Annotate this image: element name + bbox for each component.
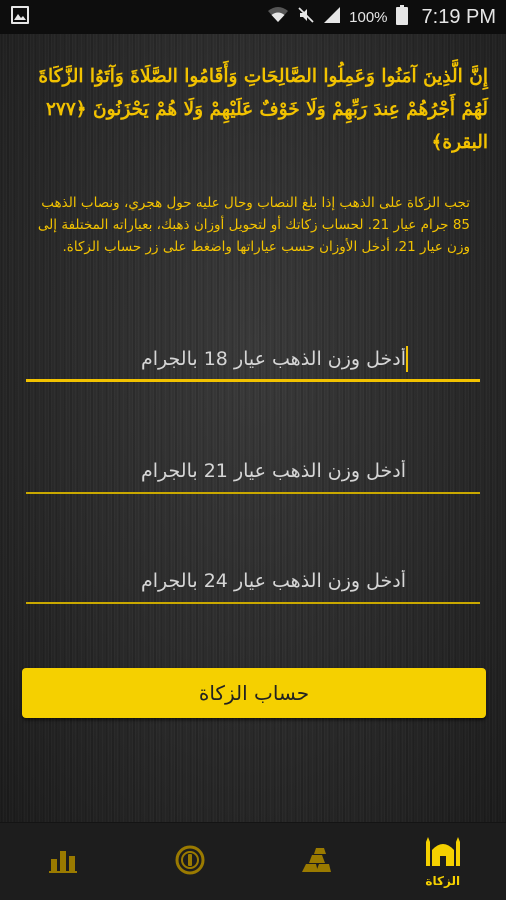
mute-icon (297, 6, 315, 29)
gallery-icon (10, 5, 30, 30)
nav-item-coin[interactable] (127, 823, 254, 900)
gold-21-field[interactable] (26, 452, 480, 494)
nav-item-zakat[interactable] (380, 823, 506, 900)
main-content (0, 34, 506, 822)
text-cursor (406, 346, 408, 372)
wifi-icon (267, 6, 289, 29)
zakat-info-text: تجب الزكاة على الذهب إذا بلغ النصاب وحال عليه حول هجري، ونصاب الذهب 85 جرام عيار 21. لحساب زكاتك أو لتحويل أوزان ذهبك، بعياراته المختلفة إلى وزن عيار 21، أدخل الأوزان حسب عياراتها واضغط على زر حساب الزكاة. (37, 195, 470, 255)
signal-icon (323, 6, 341, 29)
nav-item-gold-bars[interactable] (253, 823, 380, 900)
mosque-icon (424, 836, 462, 870)
gold-24-input[interactable] (26, 562, 480, 600)
status-bar (0, 0, 506, 34)
calculate-zakat-button[interactable]: حساب الزكاة (22, 668, 486, 718)
clock: 7:19 PM (421, 5, 496, 28)
coin-icon (175, 845, 205, 879)
nav-item-stats[interactable] (0, 823, 127, 900)
battery-percent: 100% (349, 8, 388, 26)
gold-18-field[interactable] (26, 340, 480, 382)
gold-bars-icon (300, 846, 332, 878)
battery-icon (396, 5, 408, 30)
gold-24-field[interactable] (26, 562, 480, 604)
nav-item-zakat-label: الزكاة (425, 874, 461, 888)
quran-verse: إِنَّ الَّذِينَ آمَنُوا وَعَمِلُوا الصَّالِحَاتِ وَأَقَامُوا الصَّلَاةَ وَآتَوُا الزَّكَاةَ لَهُمْ أَجْرُهُمْ عِندَ رَبِّهِمْ وَلَا خَوْفٌ عَلَيْهِمْ وَلَا هُمْ يَحْزَنُونَ ﴿٢٧٧ البقرة﴾ (38, 66, 488, 153)
gold-18-input[interactable] (26, 340, 480, 378)
bar-chart-icon (48, 847, 78, 877)
bottom-navigation (0, 822, 506, 900)
gold-21-input[interactable] (26, 452, 480, 490)
